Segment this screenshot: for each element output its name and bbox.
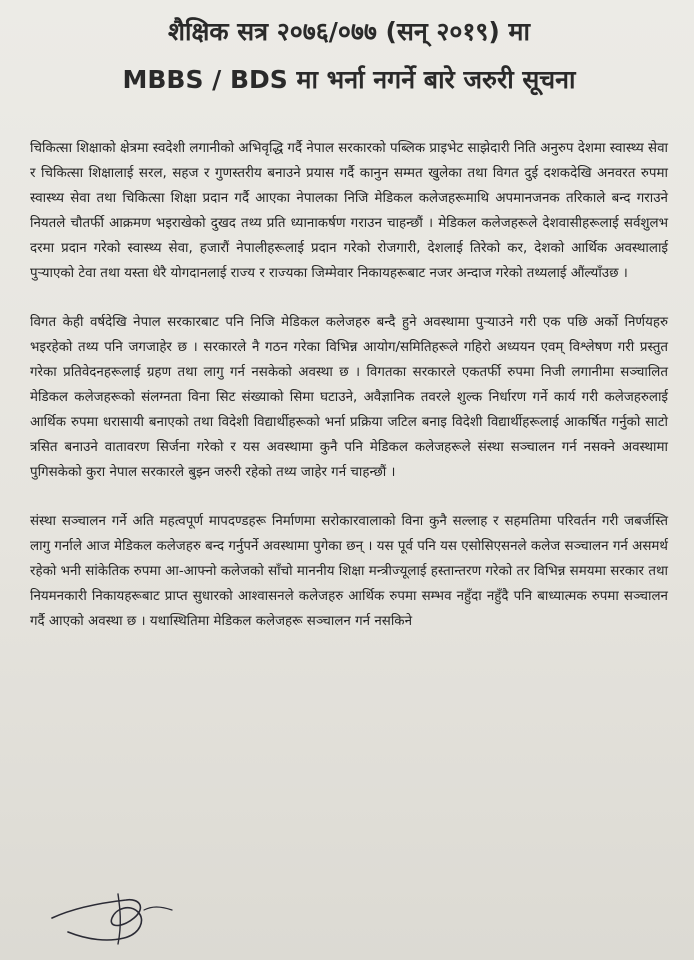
notice-title-line-2: MBBS / BDS मा भर्ना नगर्ने बारे जरुरी सूचना [122, 65, 576, 94]
handwritten-signature [48, 888, 178, 948]
paragraph-1: चिकित्सा शिक्षाको क्षेत्रमा स्वदेशी लगानीको अभिवृद्धि गर्दै नेपाल सरकारको पब्लिक प्राइभेट साझेदारी निति अनुरुप देशमा स्वास्थ्य सेवा र चिकित्सा शिक्षालाई सरल, सहज र गुणस्तरीय बनाउने प्रयास गर्दै कानुन सम्मत खुलेका तथा विगत दुई दशकदेखि अनवरत रुपमा स्वास्थ्य सेवा तथा चिकित्सा शिक्षा प्रदान गर्दै आएका नेपालका निजि मेडिकल कलेजहरूमाथि अपमानजनक तरिकाले बन्द गराउने नियतले चौतर्फी आक्रमण भइराखेको दुखद तथ्य प्रति ध्यानाकर्षण गराउन चाहन्छौं । मेडिकल कलेजहरूले देशवासीहरूलाई सर्वशुलभ दरमा प्रदान गरेको स्वास्थ्य सेवा, हजारौं नेपालीहरूलाई प्रदान गरेको रोजगारी, देशलाई तिरेको कर, देशको आर्थिक अवस्थालाई पुऱ्याएको टेवा तथा यस्ता धेरै योगदानलाई राज्य र राज्यका जिम्मेवार निकायहरूबाट नजर अन्दाज गरेको तथ्यलाई औंल्याँउछ । [30, 141, 668, 281]
notice-title-line-1: शैक्षिक सत्र २०७६/०७७ (सन् २०१९) मा [167, 17, 530, 46]
notice-body [30, 136, 668, 634]
paragraph-2: विगत केही वर्षदेखि नेपाल सरकारबाट पनि निजि मेडिकल कलेजहरु बन्दै हुने अवस्थामा पुऱ्याउने गरी एक पछि अर्को निर्णयहरु भइरहेको तथ्य पनि जगजाहेर छ । सरकारले नै गठन गरेका विभिन्न आयोग/समितिहरूले गहिरो अध्ययन एवम् विश्लेषण गरी प्रस्तुत गरेका प्रतिवेदनहरूलाई ग्रहण तथा लागु गर्न नसकेको अवस्था छ । विगतका सरकारले एकतर्फी रुपमा निजी लगानीमा सञ्चालित मेडिकल कलेजहरूको संलग्नता विना सिट संख्याको सिमा घटाउने, अवैज्ञानिक तवरले शुल्क निर्धारण गर्ने कार्य गरी कलेजहरुलाई आर्थिक रुपमा धरासायी बनाएको तथा विदेशी विद्यार्थीहरूको भर्ना प्रक्रिया जटिल बनाइ विदेशी विद्यार्थीहरूलाई आकर्षित गर्नुको साटो त्रसित बनाउने वातावरण सिर्जना गरेको र यस अवस्थामा कुनै पनि मेडिकल कलेजहरूले संस्था सञ्चालन गर्न नसक्ने अवस्थामा पुगिसकेको कुरा नेपाल सरकारले बुझ्न जरुरी रहेको तथ्य जाहेर गर्न चाहन्छौं । [30, 315, 668, 480]
paragraph-3: संस्था सञ्चालन गर्ने अति महत्वपूर्ण मापदण्डहरू निर्माणमा सरोकारवालाको विना कुनै सल्लाह र सहमतिमा परिवर्तन गरी जबर्जस्ति लागु गर्नाले आज मेडिकल कलेजहरु बन्द गर्नुपर्ने अवस्थामा पुगेका छन् । यस पूर्व पनि यस एसोसिएसनले कलेज सञ्चालन गर्न असमर्थ रहेको भनी सांकेतिक रुपमा आ-आफ्नो कलेजको साँचो माननीय शिक्षा मन्त्रीज्यूलाई हस्तान्तरण गरेको तर विभिन्न समयमा सरकार तथा नियमनकारी निकायहरूबाट प्राप्त सुधारको आश्वासनले कलेजहरु आर्थिक रुपमा सम्भव नहुँदा नहुँदै पनि बाध्यात्मक रुपमा सञ्चालन गर्दै आएको अवस्था छ । यथास्थितिमा मेडिकल कलेजहरू सञ्चालन गर्न नसकिने [30, 514, 668, 629]
